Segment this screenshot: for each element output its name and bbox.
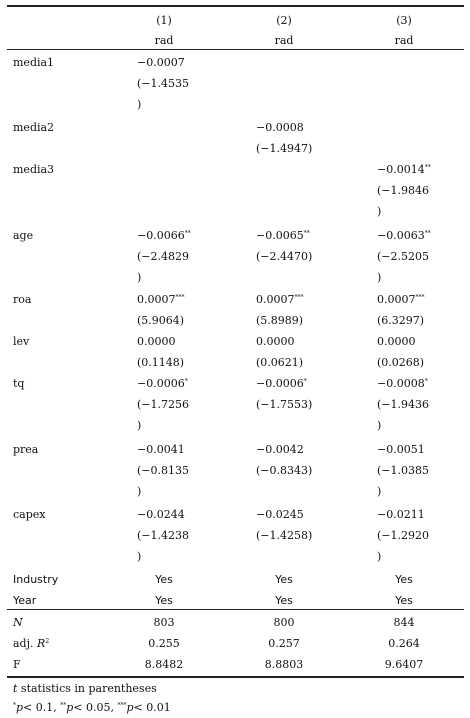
lev-tstat-3: (0.0268) [377,356,425,369]
adj-r2-1: 0.255 [148,637,180,650]
tq-tstat-3: (−1.9436 [377,398,429,411]
row-label-media1: media1 [13,56,55,69]
media3-tstat-3: (−1.9846 [377,184,429,197]
col-2-number: (2) [276,14,292,27]
industry-fe-1: Yes [155,573,173,586]
row-label-capex: capex [13,508,46,521]
f-2: 8.8803 [264,658,304,671]
capex-tstat-3: (−1.2920 [377,529,429,542]
year-fe-3: Yes [395,594,413,607]
row-label-prea: prea [13,443,39,456]
prea-tstat-3-close: ) [377,485,382,498]
prea-coef-2: −0.0042 [256,443,304,456]
col-3-depvar: rad [394,34,414,47]
prea-tstat-3: (−1.0385 [377,464,429,477]
media1-tstat-1: (−1.4535 [137,77,189,90]
f-1: 8.8482 [144,658,184,671]
bottom-rule [7,676,464,678]
media3-coef-3: −0.0014** [377,163,431,176]
row-label-tq: tq [13,377,25,390]
media3-tstat-3-close: ) [377,205,382,218]
roa-tstat-2: (5.8989) [256,314,304,327]
tq-coef-2: −0.0006* [256,377,307,390]
media2-coef-2: −0.0008 [256,121,304,134]
row-label-n: N [13,616,23,629]
note-significance: *p< 0.1, **p< 0.05, ***p< 0.01 [13,701,171,714]
row-label-adj-r2: adj. $R^2$ [13,637,50,650]
lev-tstat-2: (0.0621) [256,356,304,369]
row-label-year: Year [13,594,37,607]
col-1-depvar: rad [154,34,174,47]
tq-tstat-3-close: ) [377,419,382,432]
n-2: 800 [273,616,295,629]
media1-tstat-1-close: ) [137,98,142,111]
prea-coef-1: −0.0041 [137,443,185,456]
header-rule [7,49,464,50]
industry-fe-3: Yes [395,573,413,586]
col-2-depvar: rad [274,34,294,47]
top-rule [7,5,464,7]
capex-tstat-1: (−1.4238 [137,529,189,542]
col-1-number: (1) [156,14,172,27]
age-tstat-1: (−2.4829 [137,250,189,263]
row-label-industry: Industry [13,573,59,586]
age-coef-3: −0.0063** [377,229,431,242]
capex-coef-3: −0.0211 [377,508,425,521]
capex-tstat-3-close: ) [377,550,382,563]
media2-tstat-2: (−1.4947) [256,142,313,155]
lev-coef-2: 0.0000 [256,335,295,348]
roa-coef-3: 0.0007*** [377,293,425,306]
tq-tstat-1-close: ) [137,419,142,432]
media1-coef-1: −0.0007 [137,56,185,69]
age-tstat-1-close: ) [137,271,142,284]
row-label-age: age [13,229,34,242]
row-label-media2: media2 [13,121,55,134]
tq-tstat-1: (−1.7256 [137,398,189,411]
roa-coef-2: 0.0007*** [256,293,304,306]
industry-fe-2: Yes [275,573,293,586]
capex-coef-2: −0.0245 [256,508,304,521]
prea-tstat-1: (−0.8135 [137,464,189,477]
prea-tstat-1-close: ) [137,485,142,498]
n-3: 844 [393,616,415,629]
lev-coef-1: 0.0000 [137,335,176,348]
roa-coef-1: 0.0007*** [137,293,185,306]
prea-coef-3: −0.0051 [377,443,425,456]
f-3: 9.6407 [384,658,424,671]
age-coef-2: −0.0065** [256,229,310,242]
roa-tstat-3: (6.3297) [377,314,425,327]
note-t-statistics: t statistics in parentheses [13,682,157,695]
row-label-media3: media3 [13,163,55,176]
row-label-f: F [13,658,21,671]
capex-tstat-2: (−1.4258) [256,529,313,542]
tq-coef-1: −0.0006* [137,377,188,390]
lev-coef-3: 0.0000 [377,335,416,348]
n-1: 803 [153,616,175,629]
capex-coef-1: −0.0244 [137,508,185,521]
adj-r2-2: 0.257 [268,637,300,650]
roa-tstat-1: (5.9064) [137,314,185,327]
year-fe-2: Yes [275,594,293,607]
age-coef-1: −0.0066** [137,229,191,242]
age-tstat-2: (−2.4470) [256,250,313,263]
age-tstat-3: (−2.5205 [377,250,429,263]
stats-rule [7,609,464,610]
tq-tstat-2: (−1.7553) [256,398,313,411]
year-fe-1: Yes [155,594,173,607]
row-label-lev: lev [13,335,30,348]
col-3-number: (3) [396,14,412,27]
row-label-roa: roa [13,293,32,306]
prea-tstat-2: (−0.8343) [256,464,313,477]
age-tstat-3-close: ) [377,271,382,284]
capex-tstat-1-close: ) [137,550,142,563]
lev-tstat-1: (0.1148) [137,356,185,369]
adj-r2-3: 0.264 [388,637,420,650]
tq-coef-3: −0.0008* [377,377,428,390]
